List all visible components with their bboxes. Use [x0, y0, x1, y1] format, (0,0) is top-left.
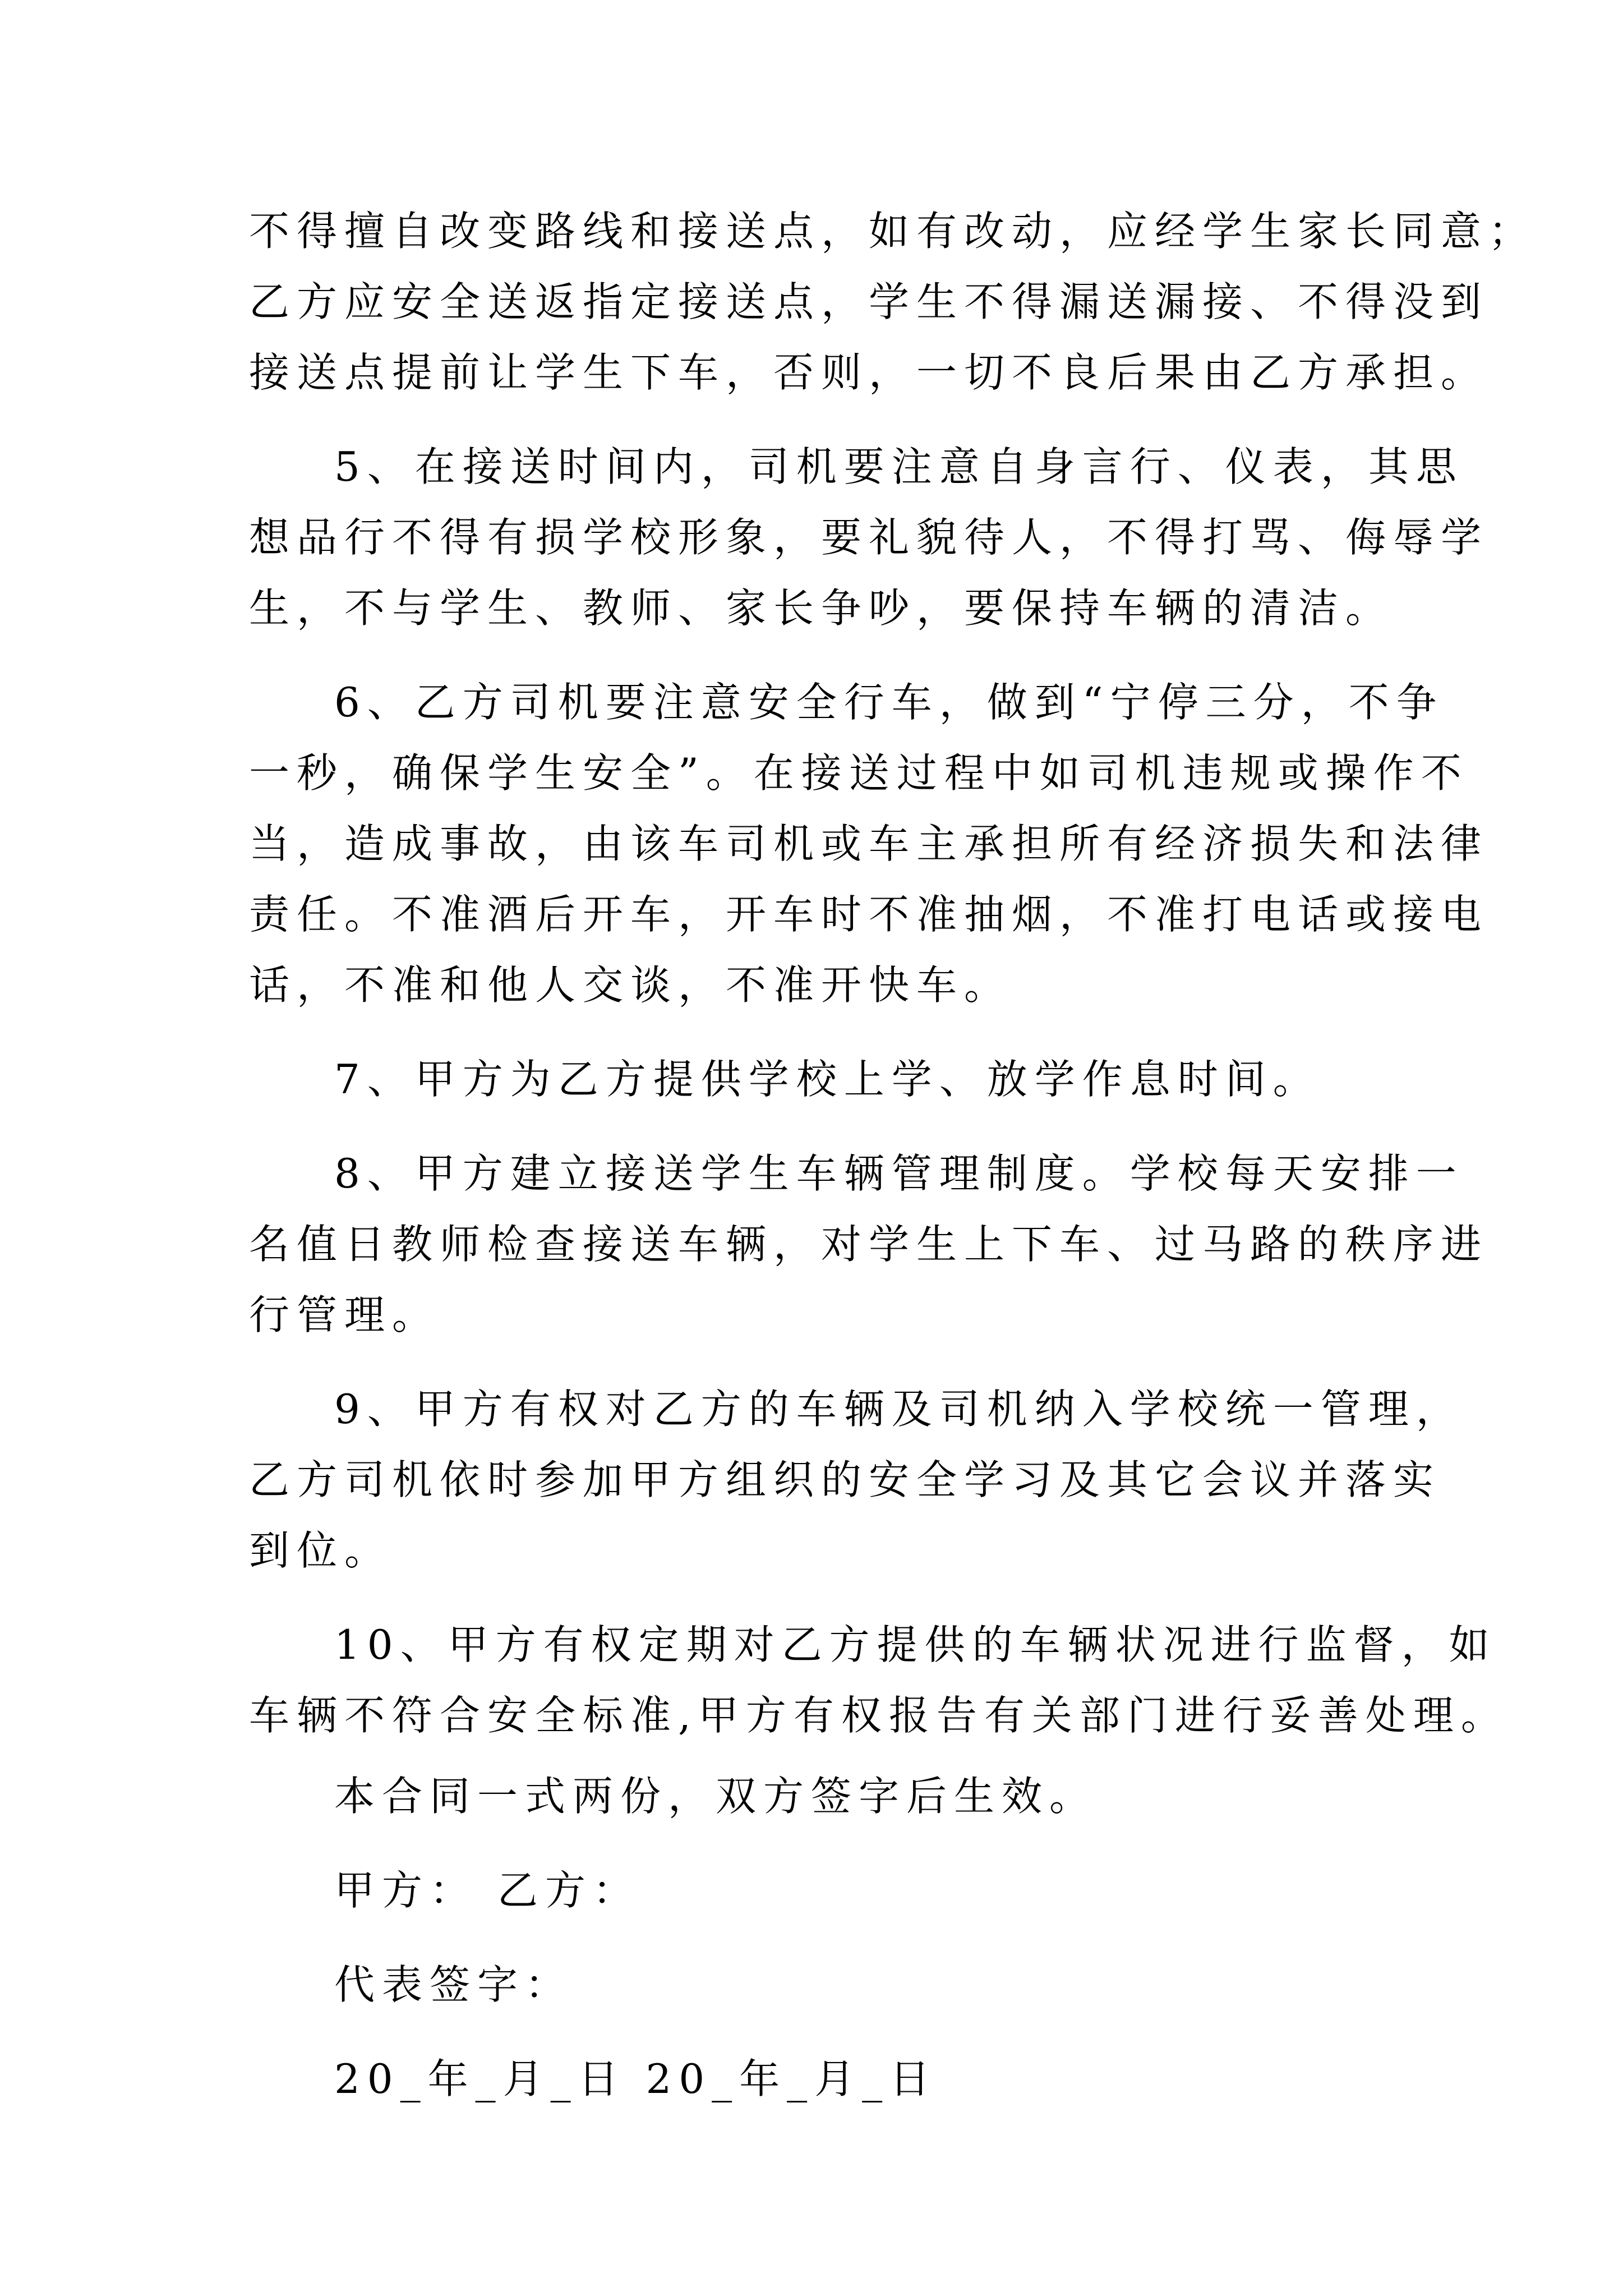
text-line: 行管理。 [249, 1291, 440, 1338]
text-line: 当，造成事故，由该车司机或车主承担所有经济损失和法律 [249, 820, 1489, 867]
text-line: 一秒，确保学生安全”。在接送过程中如司机违规或操作不 [249, 749, 1469, 797]
text-line: 到位。 [249, 1527, 393, 1574]
text-line: 生，不与学生、教师、家长争吵，要保持车辆的清洁。 [249, 585, 1394, 632]
contract-copies-note: 本合同一式两份，双方签字后生效。 [334, 1773, 1098, 1820]
paragraph-10-line: 10、甲方有权定期对乙方提供的车辆状况进行监督，如 [334, 1621, 1497, 1668]
paragraph-6-line: 6、乙方司机要注意安全行车，做到“宁停三分，不争 [334, 679, 1444, 726]
text-line: 乙方司机依时参加甲方组织的安全学习及其它会议并落实 [249, 1456, 1441, 1503]
text-line: 车辆不符合安全标准,甲方有权报告有关部门进行妥善处理。 [249, 1692, 1509, 1739]
paragraph-8-line: 8、甲方建立接送学生车辆管理制度。学校每天安排一 [334, 1150, 1464, 1197]
text-line: 乙方应安全送返指定接送点，学生不得漏送漏接、不得没到 [249, 278, 1489, 325]
paragraph-5-line: 5、在接送时间内，司机要注意自身言行、仪表，其思 [334, 443, 1464, 490]
text-line: 话，不准和他人交谈，不准开快车。 [249, 961, 1012, 1009]
text-line: 名值日教师检查接送车辆，对学生上下车、过马路的秩序进 [249, 1221, 1489, 1268]
text-line: 接送点提前让学生下车，否则，一切不良后果由乙方承担。 [249, 349, 1489, 396]
date-line: 20_年_月_日 20_年_月_日 [334, 2055, 938, 2102]
paragraph-7-line: 7、甲方为乙方提供学校上学、放学作息时间。 [334, 1056, 1321, 1103]
paragraph-9-line: 9、甲方有权对乙方的车辆及司机纳入学校统一管理， [334, 1386, 1464, 1433]
text-line: 责任。不准酒后开车，开车时不准抽烟，不准打电话或接电 [249, 891, 1489, 938]
signature-line: 代表签字： [334, 1961, 573, 2008]
parties-line: 甲方： 乙方： [334, 1867, 640, 1914]
text-line: 想品行不得有损学校形象，要礼貌待人，不得打骂、侮辱学 [249, 514, 1489, 561]
text-line: 不得擅自改变路线和接送点，如有改动，应经学生家长同意； [249, 208, 1537, 255]
